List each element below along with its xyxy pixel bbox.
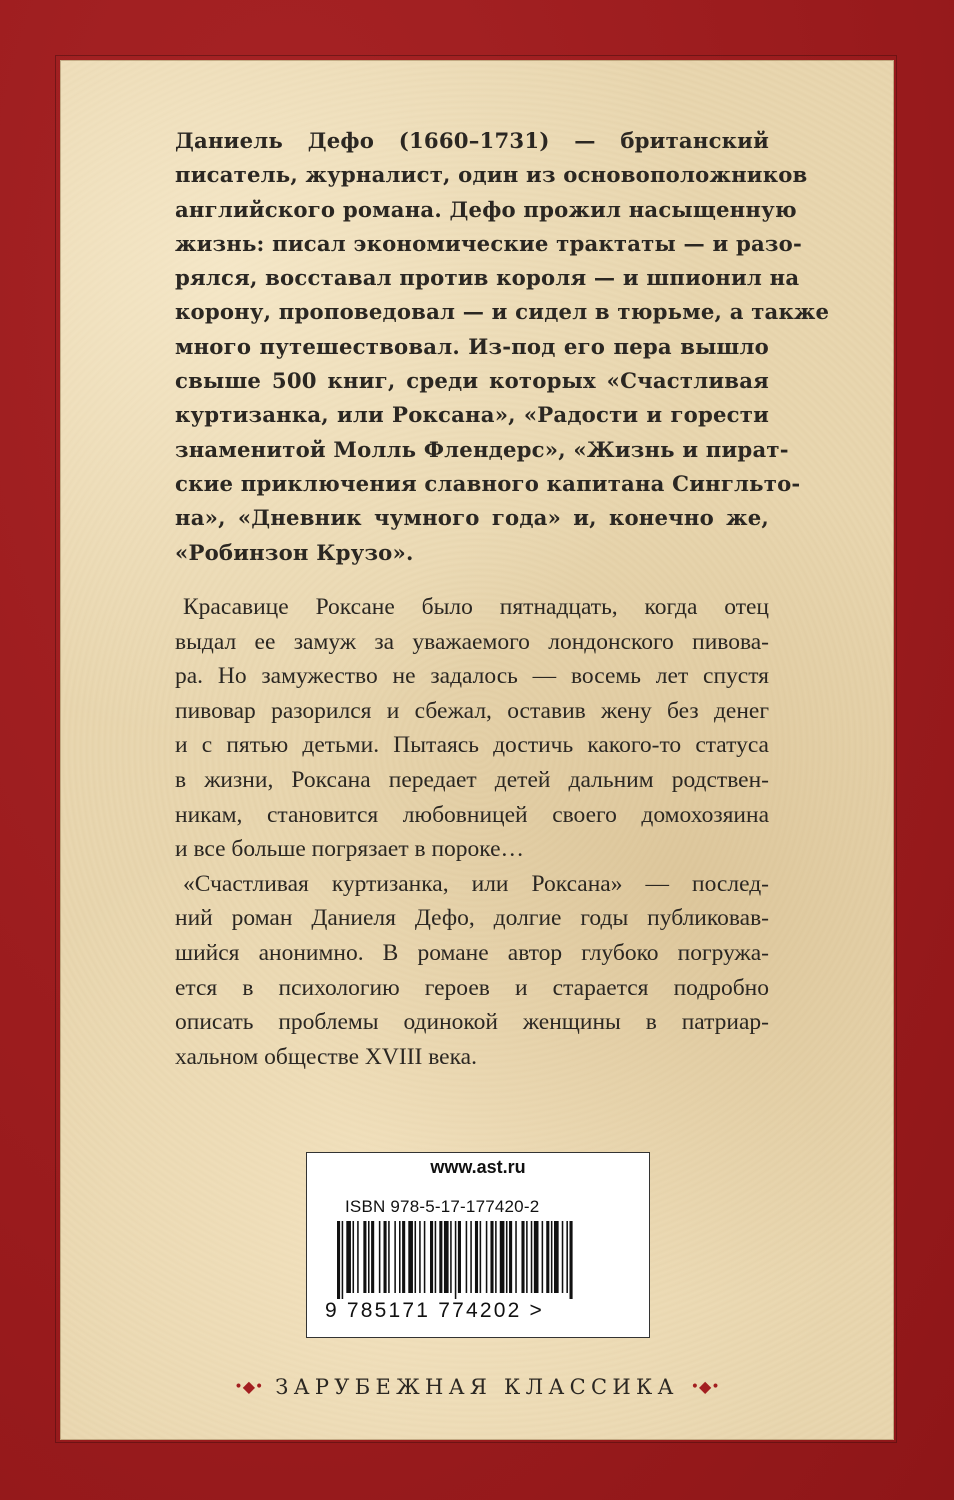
barcode-bar xyxy=(430,1221,433,1293)
synopsis-line: пивовар разорился и сбежал, оставив жену без денег xyxy=(175,697,769,724)
publisher-url: www.ast.ru xyxy=(430,1157,526,1177)
synopsis-line: выдал ее замуж за уважаемого лондонского пивова- xyxy=(175,628,769,655)
barcode-bar xyxy=(495,1221,497,1293)
bio-line: свыше 500 книг, среди которых «Счастливая xyxy=(175,368,769,394)
bio-line: на», «Дневник чумного года» и, конечно же, xyxy=(175,505,769,531)
barcode-bar xyxy=(353,1221,355,1293)
barcode-bar xyxy=(515,1221,517,1293)
barcode-bar xyxy=(415,1221,417,1293)
barcode-bar xyxy=(346,1221,351,1293)
barcode-bar xyxy=(500,1221,505,1293)
bio-line: ские приключения славного капитана Сингльто- xyxy=(175,470,801,496)
bio-line: «Робинзон Крузо». xyxy=(175,539,414,565)
barcode-label xyxy=(306,1152,650,1338)
barcode-bar xyxy=(368,1221,370,1293)
bio-line: корону, проповедовал — и сидел в тюрьме, а также xyxy=(175,299,830,325)
bio-line: английского романа. Дефо прожил насыщенную xyxy=(175,196,797,222)
barcode-bar xyxy=(450,1221,452,1293)
synopsis-line: ний роман Даниеля Дефо, долгие годы публиковав- xyxy=(175,905,769,932)
bio-line: знаменитой Молль Флендерс», «Жизнь и пират- xyxy=(175,436,789,462)
barcode-bar xyxy=(424,1221,426,1293)
author-bio xyxy=(175,124,830,570)
barcode-bar xyxy=(342,1221,344,1299)
barcode-bar xyxy=(562,1221,564,1293)
barcode-image xyxy=(337,1221,621,1299)
book-synopsis xyxy=(175,590,769,1074)
barcode-bar xyxy=(379,1221,381,1293)
diamond-left-icon: ◆ xyxy=(242,1377,255,1396)
barcode-bar xyxy=(458,1221,461,1293)
synopsis-line: ра. Но замужество не задалось — восемь лет спустя xyxy=(175,663,769,690)
synopsis-line: хальном обществе XVIII века. xyxy=(175,1043,477,1070)
barcode-bar xyxy=(531,1221,533,1293)
barcode-bar xyxy=(506,1221,508,1293)
barcode-bar xyxy=(388,1221,390,1293)
bio-line: куртизанка, или Роксана», «Радости и горести xyxy=(175,402,769,428)
barcode-bar xyxy=(486,1221,488,1293)
barcode-bar xyxy=(357,1221,359,1293)
ornament-left-dot-icon: • xyxy=(255,1379,264,1395)
barcode-bar xyxy=(570,1221,573,1299)
barcode-bar xyxy=(490,1221,493,1293)
bio-line: Даниель Дефо (1660–1731) — британский xyxy=(175,128,769,153)
bio-line: писатель, журналист, один из основоположников xyxy=(175,162,808,188)
synopsis-line: никам, становится любовницей своего домохозяина xyxy=(175,801,769,828)
barcode-bar xyxy=(337,1221,340,1299)
barcode-bar xyxy=(435,1221,437,1293)
series-label: ЗАРУБЕЖНАЯ КЛАССИКА xyxy=(275,1375,679,1399)
barcode-bar xyxy=(444,1221,449,1293)
barcode-bar xyxy=(526,1221,528,1293)
bio-line: жизнь: писал экономические трактаты — и разо- xyxy=(175,230,802,256)
synopsis-line: и с пятью детьми. Пытаясь достичь какого-то статуса xyxy=(175,732,769,759)
barcode-bar xyxy=(419,1221,421,1293)
barcode-bar xyxy=(470,1221,472,1293)
barcode-bar xyxy=(394,1221,396,1293)
barcode-bar xyxy=(399,1221,401,1293)
barcode-bar xyxy=(439,1221,442,1293)
series-name xyxy=(0,1375,954,1399)
barcode-bar xyxy=(546,1221,549,1293)
barcode-bar xyxy=(455,1221,457,1299)
synopsis-line: описать проблемы одинокой женщины в патриар- xyxy=(175,1009,769,1036)
bio-line: много путешествовал. Из-под его пера вышло xyxy=(175,333,769,359)
synopsis-line: шийся анонимно. В романе автор глубоко погружа- xyxy=(175,939,769,966)
isbn-text: ISBN 978-5-17-177420-2 xyxy=(345,1197,540,1216)
barcode-bar xyxy=(554,1221,559,1293)
synopsis-line: в жизни, Роксана передает детей дальним родствен- xyxy=(175,766,769,793)
barcode-bar xyxy=(534,1221,539,1293)
bio-line: рялся, восставал против короля — и шпионил на xyxy=(175,265,800,291)
synopsis-line: «Счастливая куртизанка, или Роксана» — послед- xyxy=(183,870,769,897)
barcode-bar xyxy=(509,1221,512,1293)
barcode-bar xyxy=(371,1221,374,1293)
barcode-bar xyxy=(384,1221,387,1293)
barcode-bar xyxy=(521,1221,524,1293)
barcode-bar xyxy=(551,1221,553,1293)
barcode-bar xyxy=(408,1221,413,1293)
synopsis-line: ется в психологию героев и старается подробно xyxy=(175,974,769,1001)
barcode-bar xyxy=(480,1221,482,1293)
ornament-right-dot-icon: • xyxy=(690,1379,699,1395)
barcode-bar xyxy=(402,1221,405,1293)
barcode-bar xyxy=(466,1221,468,1293)
synopsis-line: Красавице Роксане было пятнадцать, когда отец xyxy=(183,594,769,620)
barcode-bar xyxy=(566,1221,568,1293)
barcode-bar xyxy=(363,1221,366,1293)
barcode-bar xyxy=(475,1221,478,1293)
diamond-right-icon: ◆ xyxy=(699,1377,712,1396)
synopsis-line: и все больше погрязает в пороке… xyxy=(175,836,525,863)
barcode-bar xyxy=(542,1221,544,1293)
ornament-right-icon: • xyxy=(711,1379,720,1395)
ornament-left-icon: • xyxy=(234,1379,243,1395)
barcode-digits: 9 785171 774202 > xyxy=(325,1299,544,1322)
